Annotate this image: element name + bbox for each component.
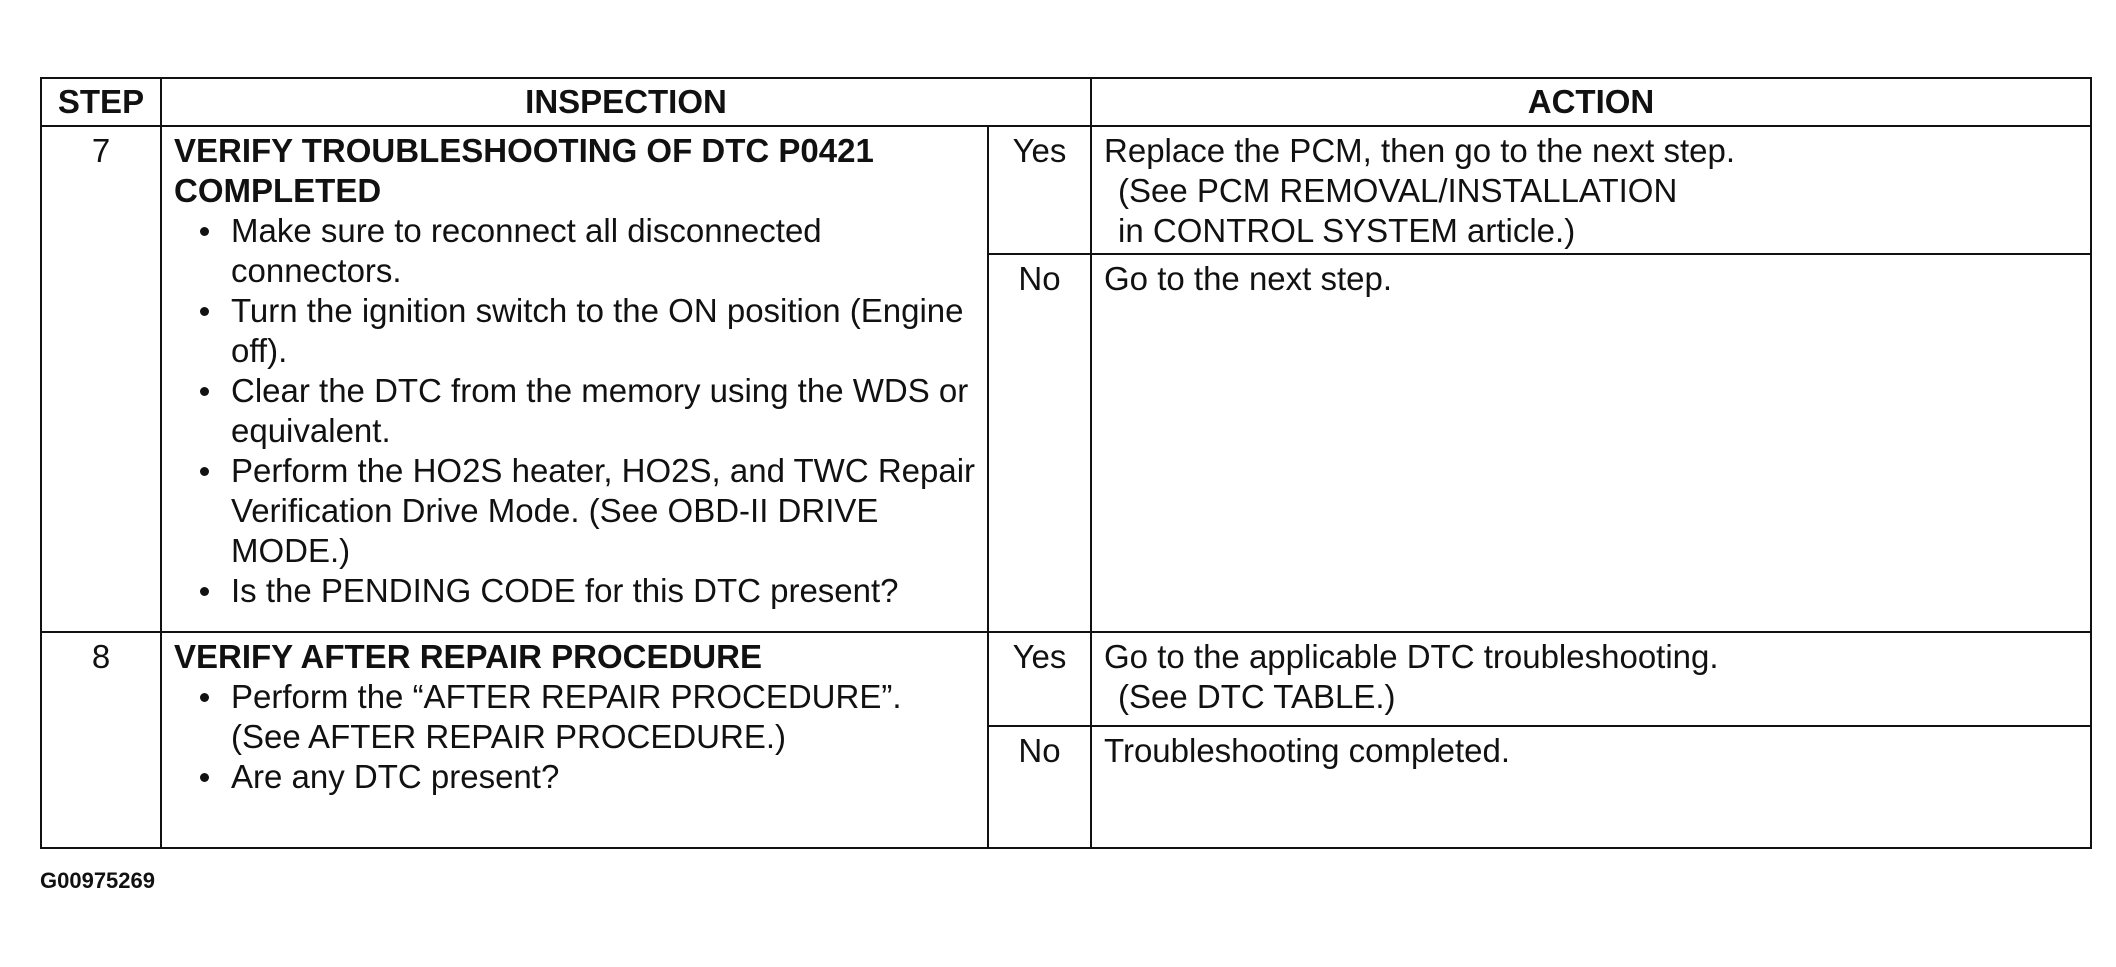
troubleshooting-table: [40, 77, 2092, 849]
inspection-cell: [161, 126, 988, 632]
inspection-title-line: COMPLETED: [174, 172, 382, 209]
inspection-title-line: VERIFY TROUBLESHOOTING OF DTC P0421: [174, 132, 874, 169]
step-number: 7: [41, 126, 161, 632]
no-label: No: [988, 726, 1091, 848]
bullet-item: Is the PENDING CODE for this DTC present?: [200, 571, 977, 611]
header-action: ACTION: [1091, 78, 2091, 126]
action-line: Go to the applicable DTC troubleshooting.: [1104, 638, 1719, 675]
bullet-item: Turn the ignition switch to the ON position (Engine off).: [200, 291, 977, 371]
step-number: 8: [41, 632, 161, 848]
bullet-item: Are any DTC present?: [200, 757, 977, 797]
header-step: STEP: [41, 78, 161, 126]
yes-action: [1091, 632, 2091, 726]
bullet-item: Perform the “AFTER REPAIR PROCEDURE”. (See AFTER REPAIR PROCEDURE.): [200, 677, 977, 757]
yes-label: Yes: [988, 632, 1091, 726]
inspection-bullets: [174, 677, 977, 797]
bullet-item: Make sure to reconnect all disconnected connectors.: [200, 211, 977, 291]
header-inspection: INSPECTION: [161, 78, 1091, 126]
no-action: Go to the next step.: [1091, 254, 2091, 632]
header-row: [41, 78, 2091, 126]
yes-label: Yes: [988, 126, 1091, 254]
inspection-title: VERIFY AFTER REPAIR PROCEDURE: [174, 638, 762, 675]
table-row: [41, 632, 2091, 726]
yes-action: [1091, 126, 2091, 254]
action-line: (See PCM REMOVAL/INSTALLATION: [1118, 172, 1678, 209]
inspection-title: [174, 131, 977, 211]
bullet-item: Perform the HO2S heater, HO2S, and TWC Repair Verification Drive Mode. (See OBD-II DRIVE MODE.): [200, 451, 977, 571]
inspection-bullets: [174, 211, 977, 611]
bullet-item: Clear the DTC from the memory using the WDS or equivalent.: [200, 371, 977, 451]
action-line: (See DTC TABLE.): [1118, 678, 1396, 715]
action-line: Replace the PCM, then go to the next step.: [1104, 132, 1736, 169]
no-label: No: [988, 254, 1091, 632]
action-line: in CONTROL SYSTEM article.): [1118, 212, 1576, 249]
inspection-cell: [161, 632, 988, 848]
no-action: Troubleshooting completed.: [1091, 726, 2091, 848]
table-row: [41, 126, 2091, 254]
figure-id: G00975269: [40, 868, 155, 893]
